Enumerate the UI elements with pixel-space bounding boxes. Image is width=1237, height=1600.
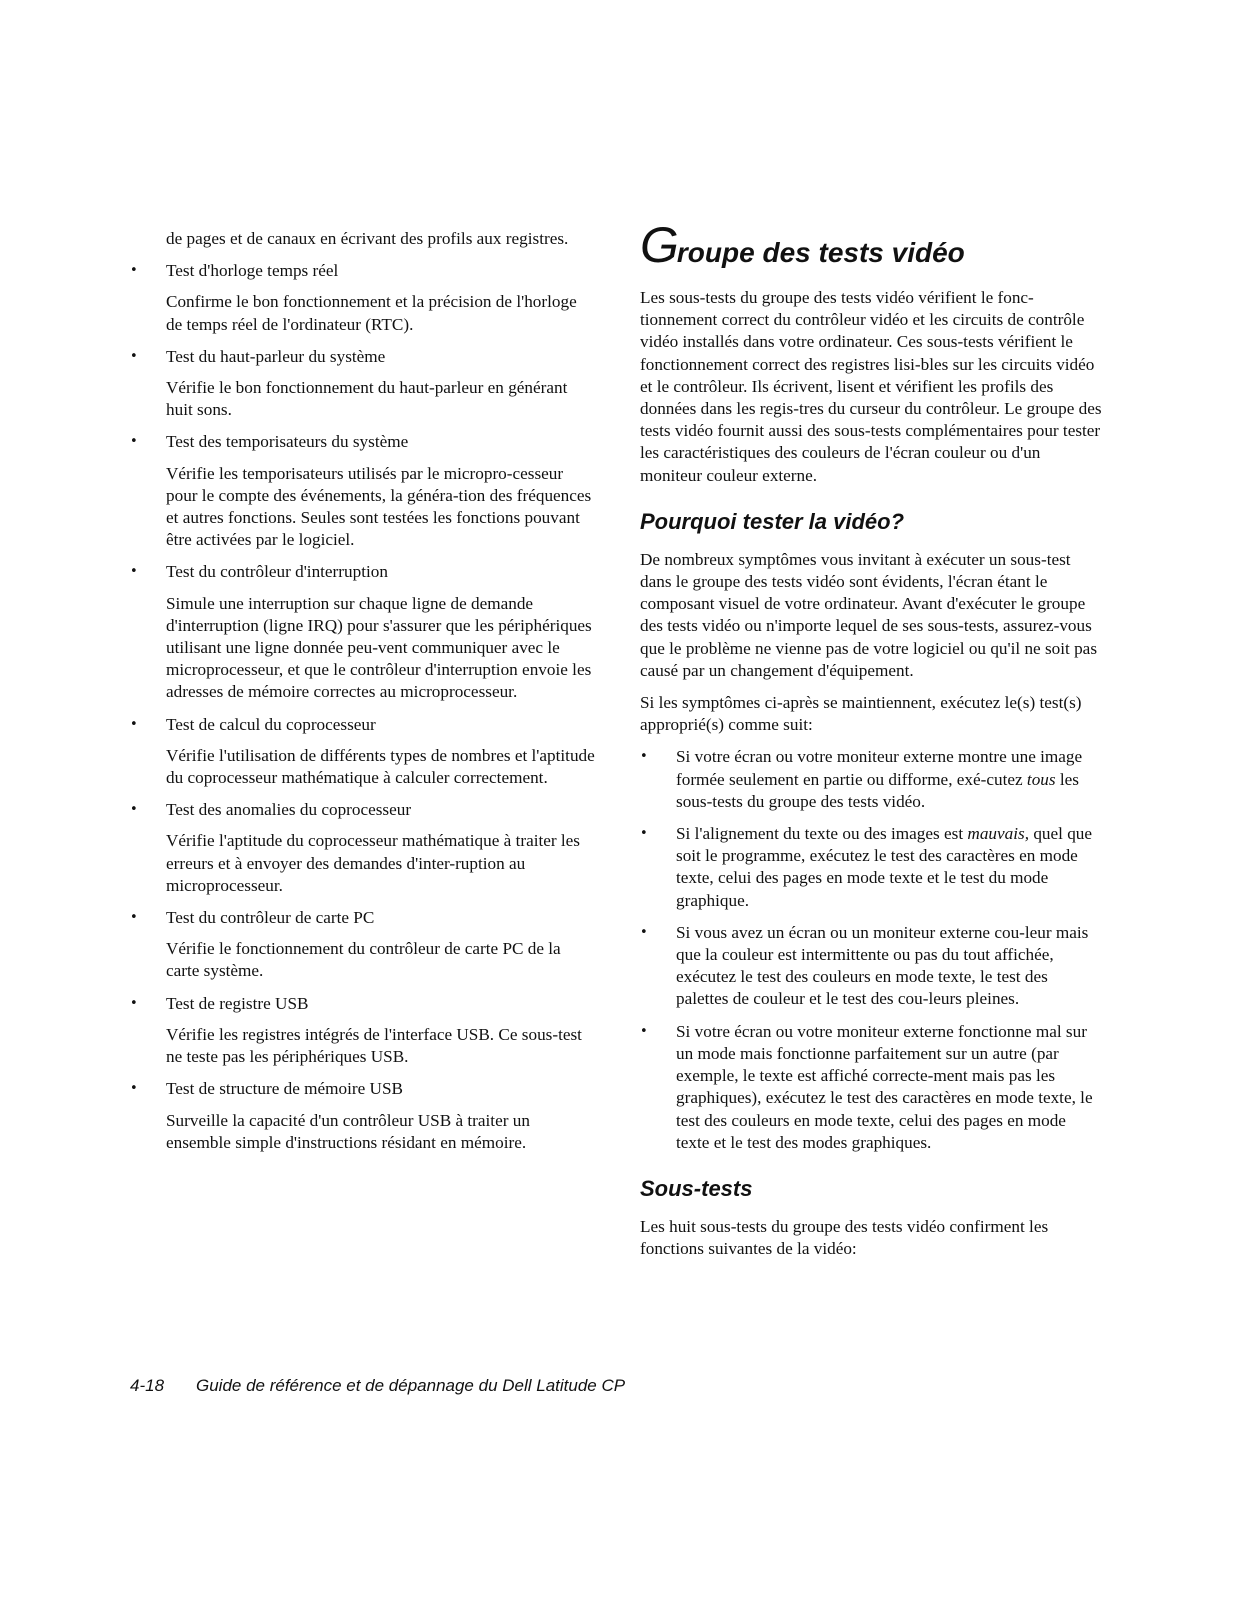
- bullet-icon: •: [130, 995, 138, 1011]
- list-item: [130, 907, 596, 983]
- footer-title: Guide de référence et de dépannage du Dell Latitude CP: [196, 1376, 626, 1395]
- item-description: Vérifie les registres intégrés de l'interface USB. Ce sous-test ne teste pas les périphériques USB.: [166, 1024, 582, 1067]
- symptom-bullet: [640, 1021, 1102, 1154]
- bullet-icon: •: [130, 263, 138, 279]
- continuation-text: de pages et de canaux en écrivant des profils aux registres.: [166, 229, 569, 248]
- bullet-text: quel que soit le programme, exécutez le test des caractères en mode texte, celui des pages en mode texte et le test du mode graphique.: [676, 824, 1093, 910]
- page-number: 4-18: [130, 1376, 165, 1395]
- subtests-paragraph: Les huit sous-tests du groupe des tests vidéo confirment les fonctions suivantes de la vidéo:: [640, 1216, 1049, 1259]
- item-description: Simule une interruption sur chaque ligne de demande d'interruption (ligne IRQ) pour s'assurer que les périphériques utilisant une ligne donnée peu-vent communiquer avec le microprocesseur, et que le contrôleur d'interruption envoie les adresses de mémoire correctes au microprocesseur.: [166, 593, 592, 702]
- bullet-icon: •: [130, 348, 138, 364]
- item-title: Test du contrôleur de carte PC: [166, 908, 375, 928]
- list-item: [130, 346, 596, 422]
- item-description: Vérifie le fonctionnement du contrôleur de carte PC de la carte système.: [166, 939, 561, 981]
- bullet-icon: •: [130, 802, 138, 818]
- page-footer: [130, 1376, 625, 1396]
- intro-paragraph: Les sous-tests du groupe des tests vidéo vérifient le fonc-tionnement correct du contrôleur vidéo et les circuits de contrôle vidéo installés dans votre ordinateur. Ces sous-tests vérifient le fonctionnement correct des registres lisi-bles sur les circuits vidéo et le contrôleur. Ils écrivent, lisent et vérifient les profils des données dans les regis-tres du curseur du contrôleur. Le groupe des tests vidéo fournit aussi des sous-tests complémentaires pour tester les caractéristiques des couleurs de l'écran couleur ou d'un moniteur couleur externe.: [640, 288, 1102, 485]
- bullet-icon: •: [640, 924, 648, 940]
- item-title: Test de structure de mémoire USB: [166, 1079, 403, 1099]
- section-heading: [640, 217, 1102, 273]
- right-column: [640, 217, 1102, 1270]
- list-item: [130, 799, 596, 897]
- item-description: Vérifie l'utilisation de différents types de nombres et l'aptitude du coprocesseur mathématique à calculer correctement.: [166, 745, 595, 788]
- item-title: Test des temporisateurs du système: [166, 432, 409, 452]
- item-title: Test des anomalies du coprocesseur: [166, 800, 412, 820]
- subheading-subtests: Sous-tests: [640, 1175, 753, 1201]
- list-item: [130, 561, 596, 703]
- bullet-icon: •: [130, 1081, 138, 1097]
- heading-initial: G: [640, 217, 677, 273]
- bullet-text: Si vous avez un écran ou un moniteur externe cou-leur mais que la couleur est intermittente ou pas du tout affichée, exécutez le test des couleurs en mode texte, le test des palettes de couleur et le test des cou-leurs pleines.: [676, 922, 1089, 1009]
- why-paragraph-2: Si les symptômes ci-après se maintiennent, exécutez le(s) test(s) approprié(s) comme suit:: [640, 693, 1082, 735]
- heading-rest: roupe des tests vidéo: [676, 237, 965, 268]
- bullet-icon: •: [130, 716, 138, 732]
- emphasis: mauvais,: [967, 824, 1030, 844]
- bullet-text: Si votre écran ou votre moniteur externe fonctionne mal sur un mode mais fonctionne parfaitement sur un autre (par exemple, le texte est affiché correcte-ment mais pas les graphiques), exécutez le test des caractères en mode texte, le test des couleurs en mode texte, celui des pages en mode texte et le test des modes graphiques.: [676, 1021, 1093, 1152]
- list-item: [130, 993, 596, 1069]
- item-title: Test du contrôleur d'interruption: [166, 562, 388, 582]
- bullet-icon: •: [640, 1023, 648, 1039]
- bullet-text: les sous-tests du groupe des tests vidéo.: [676, 769, 1079, 811]
- bullet-icon: •: [130, 564, 138, 580]
- item-title: Test du haut-parleur du système: [166, 346, 386, 366]
- list-item: [130, 260, 596, 336]
- item-title: Test de calcul du coprocesseur: [166, 714, 376, 734]
- list-item: [130, 714, 596, 790]
- bullet-icon: •: [640, 826, 648, 842]
- item-title: Test de registre USB: [166, 993, 309, 1013]
- bullet-text: Si votre écran ou votre moniteur externe montre une image formée seulement en partie ou difforme, exé-cutez: [676, 747, 1083, 789]
- bullet-icon: •: [640, 749, 648, 765]
- item-description: Vérifie l'aptitude du coprocesseur mathématique à traiter les erreurs et à envoyer des demandes d'inter-ruption au microprocesseur.: [166, 831, 580, 895]
- bullet-icon: •: [130, 434, 138, 450]
- subheading-why: Pourquoi tester la vidéo?: [640, 508, 905, 534]
- item-description: Vérifie le bon fonctionnement du haut-parleur en générant huit sons.: [166, 378, 568, 420]
- left-column: [130, 228, 596, 1164]
- item-description: Vérifie les temporisateurs utilisés par le micropro-cesseur pour le compte des événements, la généra-tion des fréquences et autres fonctions. Seules sont testées les fonctions pouvant être activées par le logiciel.: [166, 463, 592, 550]
- item-description: Confirme le bon fonctionnement et la précision de l'horloge de temps réel de l'ordinateur (RTC).: [166, 292, 577, 334]
- symptom-bullet: [640, 823, 1102, 912]
- bullet-text: Si l'alignement du texte ou des images est: [676, 824, 968, 844]
- item-description: Surveille la capacité d'un contrôleur USB à traiter un ensemble simple d'instructions résidant en mémoire.: [166, 1110, 530, 1152]
- list-item: [130, 431, 596, 551]
- symptom-bullet: [640, 746, 1102, 813]
- emphasis: tous: [1026, 769, 1056, 789]
- why-paragraph-1: De nombreux symptômes vous invitant à exécuter un sous-test dans le groupe des tests vidéo sont évidents, l'écran étant le composant visuel de votre ordinateur. Avant d'exécuter le groupe des tests vidéo ou n'importe lequel de ses sous-tests, assurez-vous que le problème ne vienne pas de votre logiciel ou qu'il ne soit pas causé par un changement d'équipement.: [640, 549, 1098, 680]
- list-item: [130, 1078, 596, 1154]
- symptom-bullet: [640, 922, 1102, 1011]
- bullet-icon: •: [130, 910, 138, 926]
- item-title: Test d'horloge temps réel: [166, 261, 339, 281]
